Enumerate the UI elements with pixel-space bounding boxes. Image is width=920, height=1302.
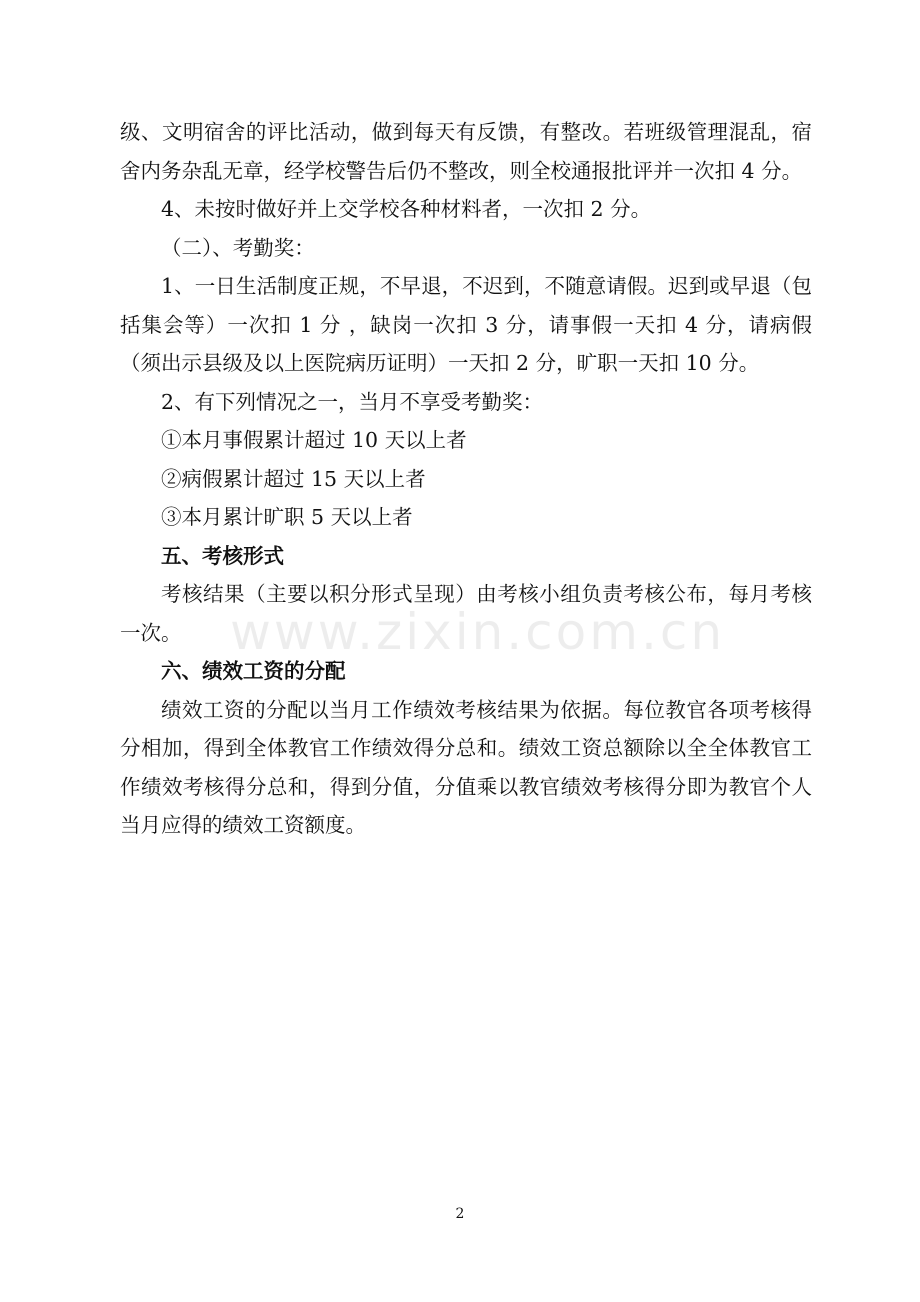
paragraph-no-award-conditions: 2、有下列情况之一，当月不享受考勤奖： bbox=[161, 389, 544, 414]
paragraph-dormitory-evaluation: 级、文明宿舍的评比活动，做到每天有反馈，有整改。若班级管理混乱，宿舍内务杂乱无章，经学校警告后仍不整改，则全校通报批评并一次扣 4 分。 bbox=[120, 120, 812, 183]
list-item-sick-leave: ②病假累计超过 15 天以上者 bbox=[161, 466, 426, 491]
document-body bbox=[120, 113, 812, 845]
list-item-absence: ③本月累计旷职 5 天以上者 bbox=[161, 505, 413, 529]
paragraph-assessment-results: 考核结果（主要以积分形式呈现）由考核小组负责考核公布，每月考核一次。 bbox=[120, 582, 812, 645]
watermark-text: www.zixin.com.cn bbox=[230, 603, 726, 661]
paragraph-performance-pay-distribution: 绩效工资的分配以当月工作绩效考核结果为依据。每位教官各项考核得分相加，得到全体教官工作绩效得分总和。绩效工资总额除以全全体教官工作绩效考核得分总和，得到分值，分值乘以教官绩效考核得分即为教官个人当月应得的绩效工资额度。 bbox=[120, 697, 812, 837]
section-heading-assessment-form: 五、考核形式 bbox=[161, 543, 284, 568]
page-number: 2 bbox=[455, 1206, 465, 1222]
paragraph-materials-deduction: 4、未按时做好并上交学校各种材料者，一次扣 2 分。 bbox=[161, 197, 652, 221]
list-item-personal-leave: ①本月事假累计超过 10 天以上者 bbox=[161, 428, 467, 452]
paragraph-attendance-rules: 1、一日生活制度正规，不早退，不迟到，不随意请假。迟到或早退（包括集会等）一次扣 1 分 ，缺岗一次扣 3 分，请事假一天扣 4 分，请病假（须出示县级及以上医院病历证明）一天扣 2 分，旷职一天扣 10 分。 bbox=[120, 274, 812, 375]
subheading-attendance-award: （二）、考勤奖： bbox=[161, 235, 315, 260]
section-heading-performance-pay: 六、绩效工资的分配 bbox=[161, 659, 346, 683]
